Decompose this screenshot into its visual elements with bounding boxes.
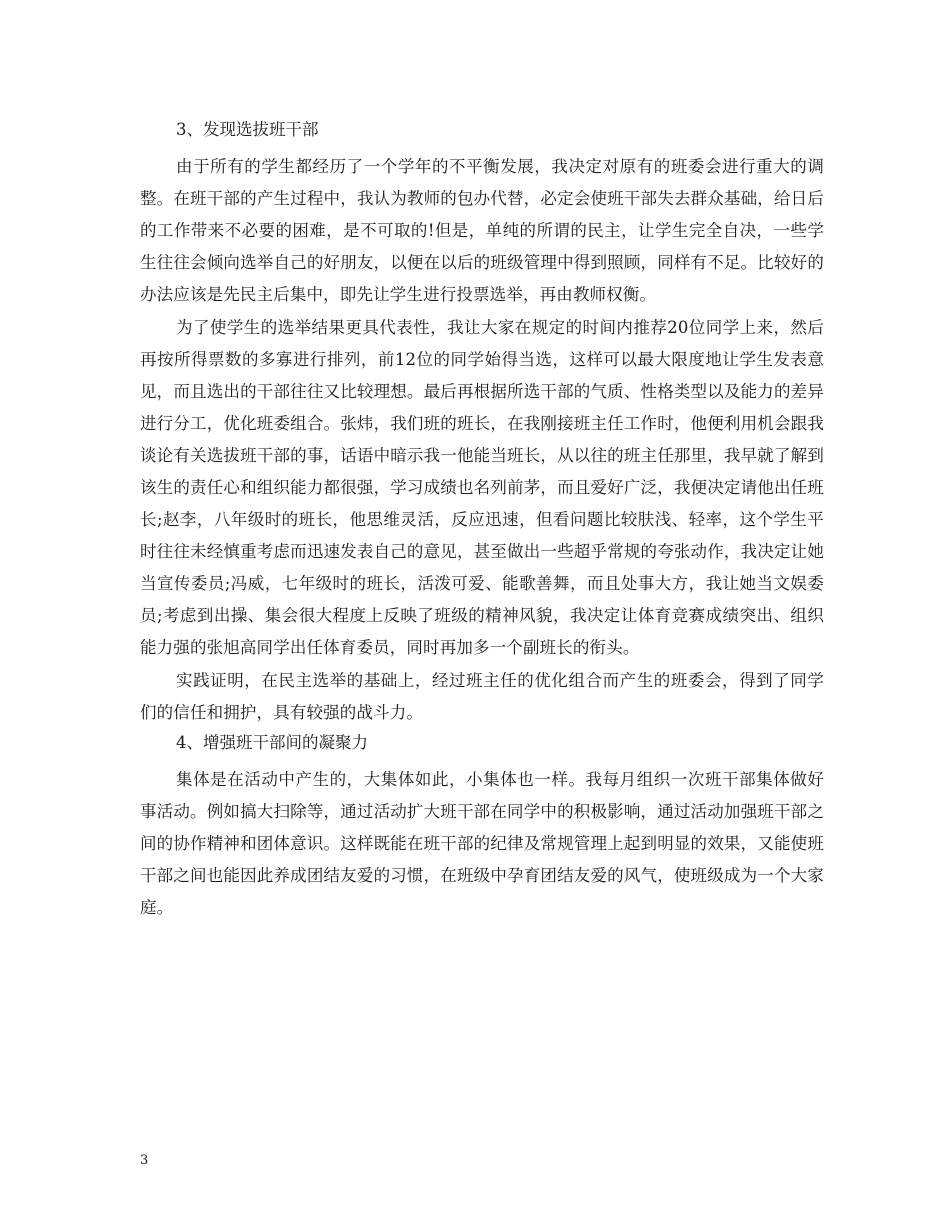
paragraph-cohesion-activities: 集体是在活动中产生的，大集体如此，小集体也一样。我每月组织一次班干部集体做好事活动。例如搞大扫除等，通过活动扩大班干部在同学中的积极影响，通过活动加强班干部之间的协作精神和团体意识。这样既能在班干部的纪律及常规管理上起到明显的效果，又能使班干部之间也能因此养成团结友爱的习惯，在班级中孕育团结友爱的风气，使班级成为一个大家庭。 bbox=[140, 770, 824, 917]
section-heading-3: 3、发现选拔班干部 bbox=[176, 120, 319, 139]
paragraph-election-process: 为了使学生的选举结果更具代表性，我让大家在规定的时间内推荐20位同学上来，然后再按所得票数的多寡进行排列，前12位的同学始得当选，这样可以最大限度地让学生发表意见，而且选出的干部往往又比较理想。最后再根据所选干部的气质、性格类型以及能力的差异进行分工，优化班委组合。张炜，我们班的班长，在我刚接班主任工作时，他便利用机会跟我谈论有关选拔班干部的事，话语中暗示我一他能当班长，从以往的班主任那里，我早就了解到该生的责任心和组织能力都很强，学习成绩也名列前茅，而且爱好广泛，我便决定请他出任班长;赵李，八年级时的班长，他思维灵活，反应迅速，但看问题比较肤浅、轻率，这个学生平时往往未经慎重考虑而迅速发表自己的意见，甚至做出一些超乎常规的夸张动作，我决定让她当宣传委员;冯威，七年级时的班长，活泼可爱、能歌善舞，而且处事大方，我让她当文娱委员;考虑到出操、集会很大程度上反映了班级的精神风貌，我决定让体育竞赛成绩突出、组织能力强的张旭高同学出任体育委员，同时再加多一个副班长的衔头。 bbox=[140, 318, 824, 657]
page-number: 3 bbox=[140, 1153, 149, 1168]
section-heading-4: 4、增强班干部间的凝聚力 bbox=[176, 733, 368, 752]
paragraph-class-committee-adjustment: 由于所有的学生都经历了一个学年的不平衡发展，我决定对原有的班委会进行重大的调整。在班干部的产生过程中，我认为教师的包办代替，必定会使班干部失去群众基础，给日后的工作带来不必要的困难，是不可取的!但是，单纯的所谓的民主，让学生完全自决，一些学生往往会倾向选举自己的好朋友，以便在以后的班级管理中得到照顾，同样有不足。比较好的办法应该是先民主后集中，即先让学生进行投票选举，再由教师权衡。 bbox=[140, 157, 824, 304]
document-page bbox=[140, 117, 824, 925]
paragraph-practice-proves: 实践证明，在民主选举的基础上，经过班主任的优化组合而产生的班委会，得到了同学们的信任和拥护，具有较强的战斗力。 bbox=[140, 671, 824, 722]
